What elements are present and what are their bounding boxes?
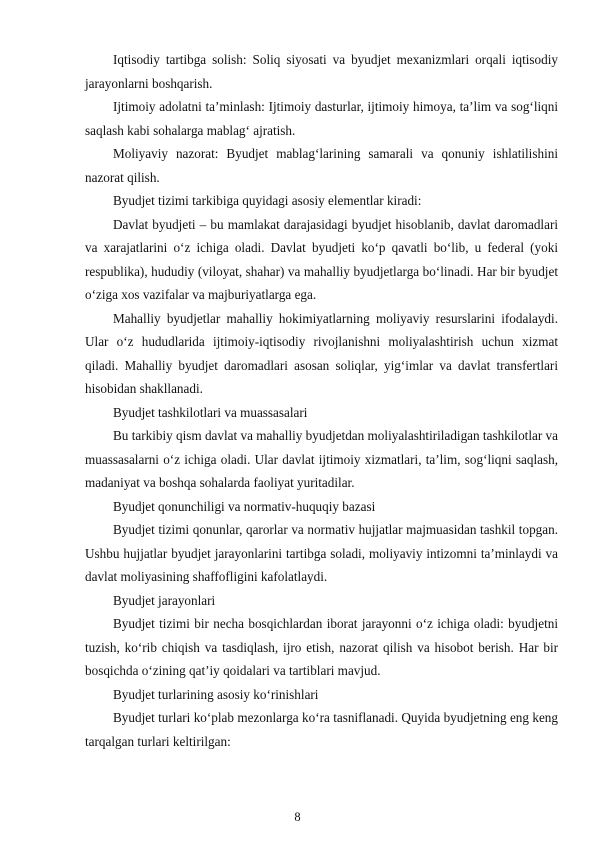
paragraph-social-justice: Ijtimoiy adolatni ta’minlash: Ijtimoiy dasturlar, ijtimoiy himoya, ta’lim va sog‘liqni saqlash kabi sohalarga mablag‘ ajratish. (85, 99, 558, 138)
paragraph-budget-organizations: Bu tarkibiy qism davlat va mahalliy byudjetdan moliyalashtiriladigan tashkilotlar va muassasalarni o‘z ichiga oladi. Ular davlat ijtimoiy xizmatlari, ta’lim, sog‘liqni saqlash, madaniyat va boshqa sohalarda faoliyat yuritadilar. (85, 428, 558, 490)
document-body (85, 48, 558, 753)
heading-budget-organizations: Byudjet tashkilotlari va muassasalari (113, 404, 308, 420)
heading-budget-system-elements: Byudjet tizimi tarkibiga quyidagi asosiy elementlar kiradi: (113, 193, 422, 208)
paragraph-financial-control: Moliyaviy nazorat: Byudjet mablag‘larining samarali va qonuniy ishlatilishini nazorat qilish. (85, 146, 558, 185)
paragraph-state-budget: Davlat byudjeti – bu mamlakat darajasidagi byudjet hisoblanib, davlat daromadlari va xarajatlarini o‘z ichiga oladi. Davlat byudjeti ko‘p qavatli bo‘lib, u federal (yoki respublika), hududiy (viloyat, shahar) va mahalliy byudjetlarga bo‘linadi. Har bir byudjet o‘ziga xos vazifalar va majburiyatlarga ega. (85, 216, 558, 302)
paragraph-budget-legislation: Byudjet tizimi qonunlar, qarorlar va normativ hujjatlar majmuasidan tashkil topgan. Ushbu hujjatlar byudjet jarayonlarini tartibga soladi, moliyaviy intizomni ta’minlaydi va davlat moliyasining shaffofligini kafolatlaydi. (85, 522, 558, 584)
paragraph-local-budgets: Mahalliy byudjetlar mahalliy hokimiyatlarning moliyaviy resurslarini ifodalaydi. Ular o‘z hududlarida ijtimoiy-iqtisodiy rivojlanishni moliyalashtirish uchun xizmat qiladi. Mahalliy byudjet daromadlari asosan soliqlar, yig‘imlar va davlat transfertlari hisobidan shakllanadi. (85, 310, 558, 396)
paragraph-economic-regulation: Iqtisodiy tartibga solish: Soliq siyosati va byudjet mexanizmlari orqali iqtisodiy jarayonlarni boshqarish. (85, 52, 558, 91)
page-number: 8 (294, 810, 301, 824)
heading-budget-legislation: Byudjet qonunchiligi va normativ-huquqiy bazasi (113, 498, 376, 514)
paragraph-budget-processes: Byudjet tizimi bir necha bosqichlardan iborat jarayonni o‘z ichiga oladi: byudjetni tuzish, ko‘rib chiqish va tasdiqlash, ijro etish, nazorat qilish va hisobot berish. Har bir bosqichda o‘zining qat’iy qoidalari va tartiblari mavjud. (85, 616, 558, 678)
paragraph-budget-types: Byudjet turlari ko‘plab mezonlarga ko‘ra tasniflanadi. Quyida byudjetning eng keng tarqalgan turlari keltirilgan: (85, 710, 558, 749)
heading-budget-processes: Byudjet jarayonlari (113, 592, 216, 608)
heading-budget-types: Byudjet turlarining asosiy ko‘rinishlari (113, 686, 319, 702)
